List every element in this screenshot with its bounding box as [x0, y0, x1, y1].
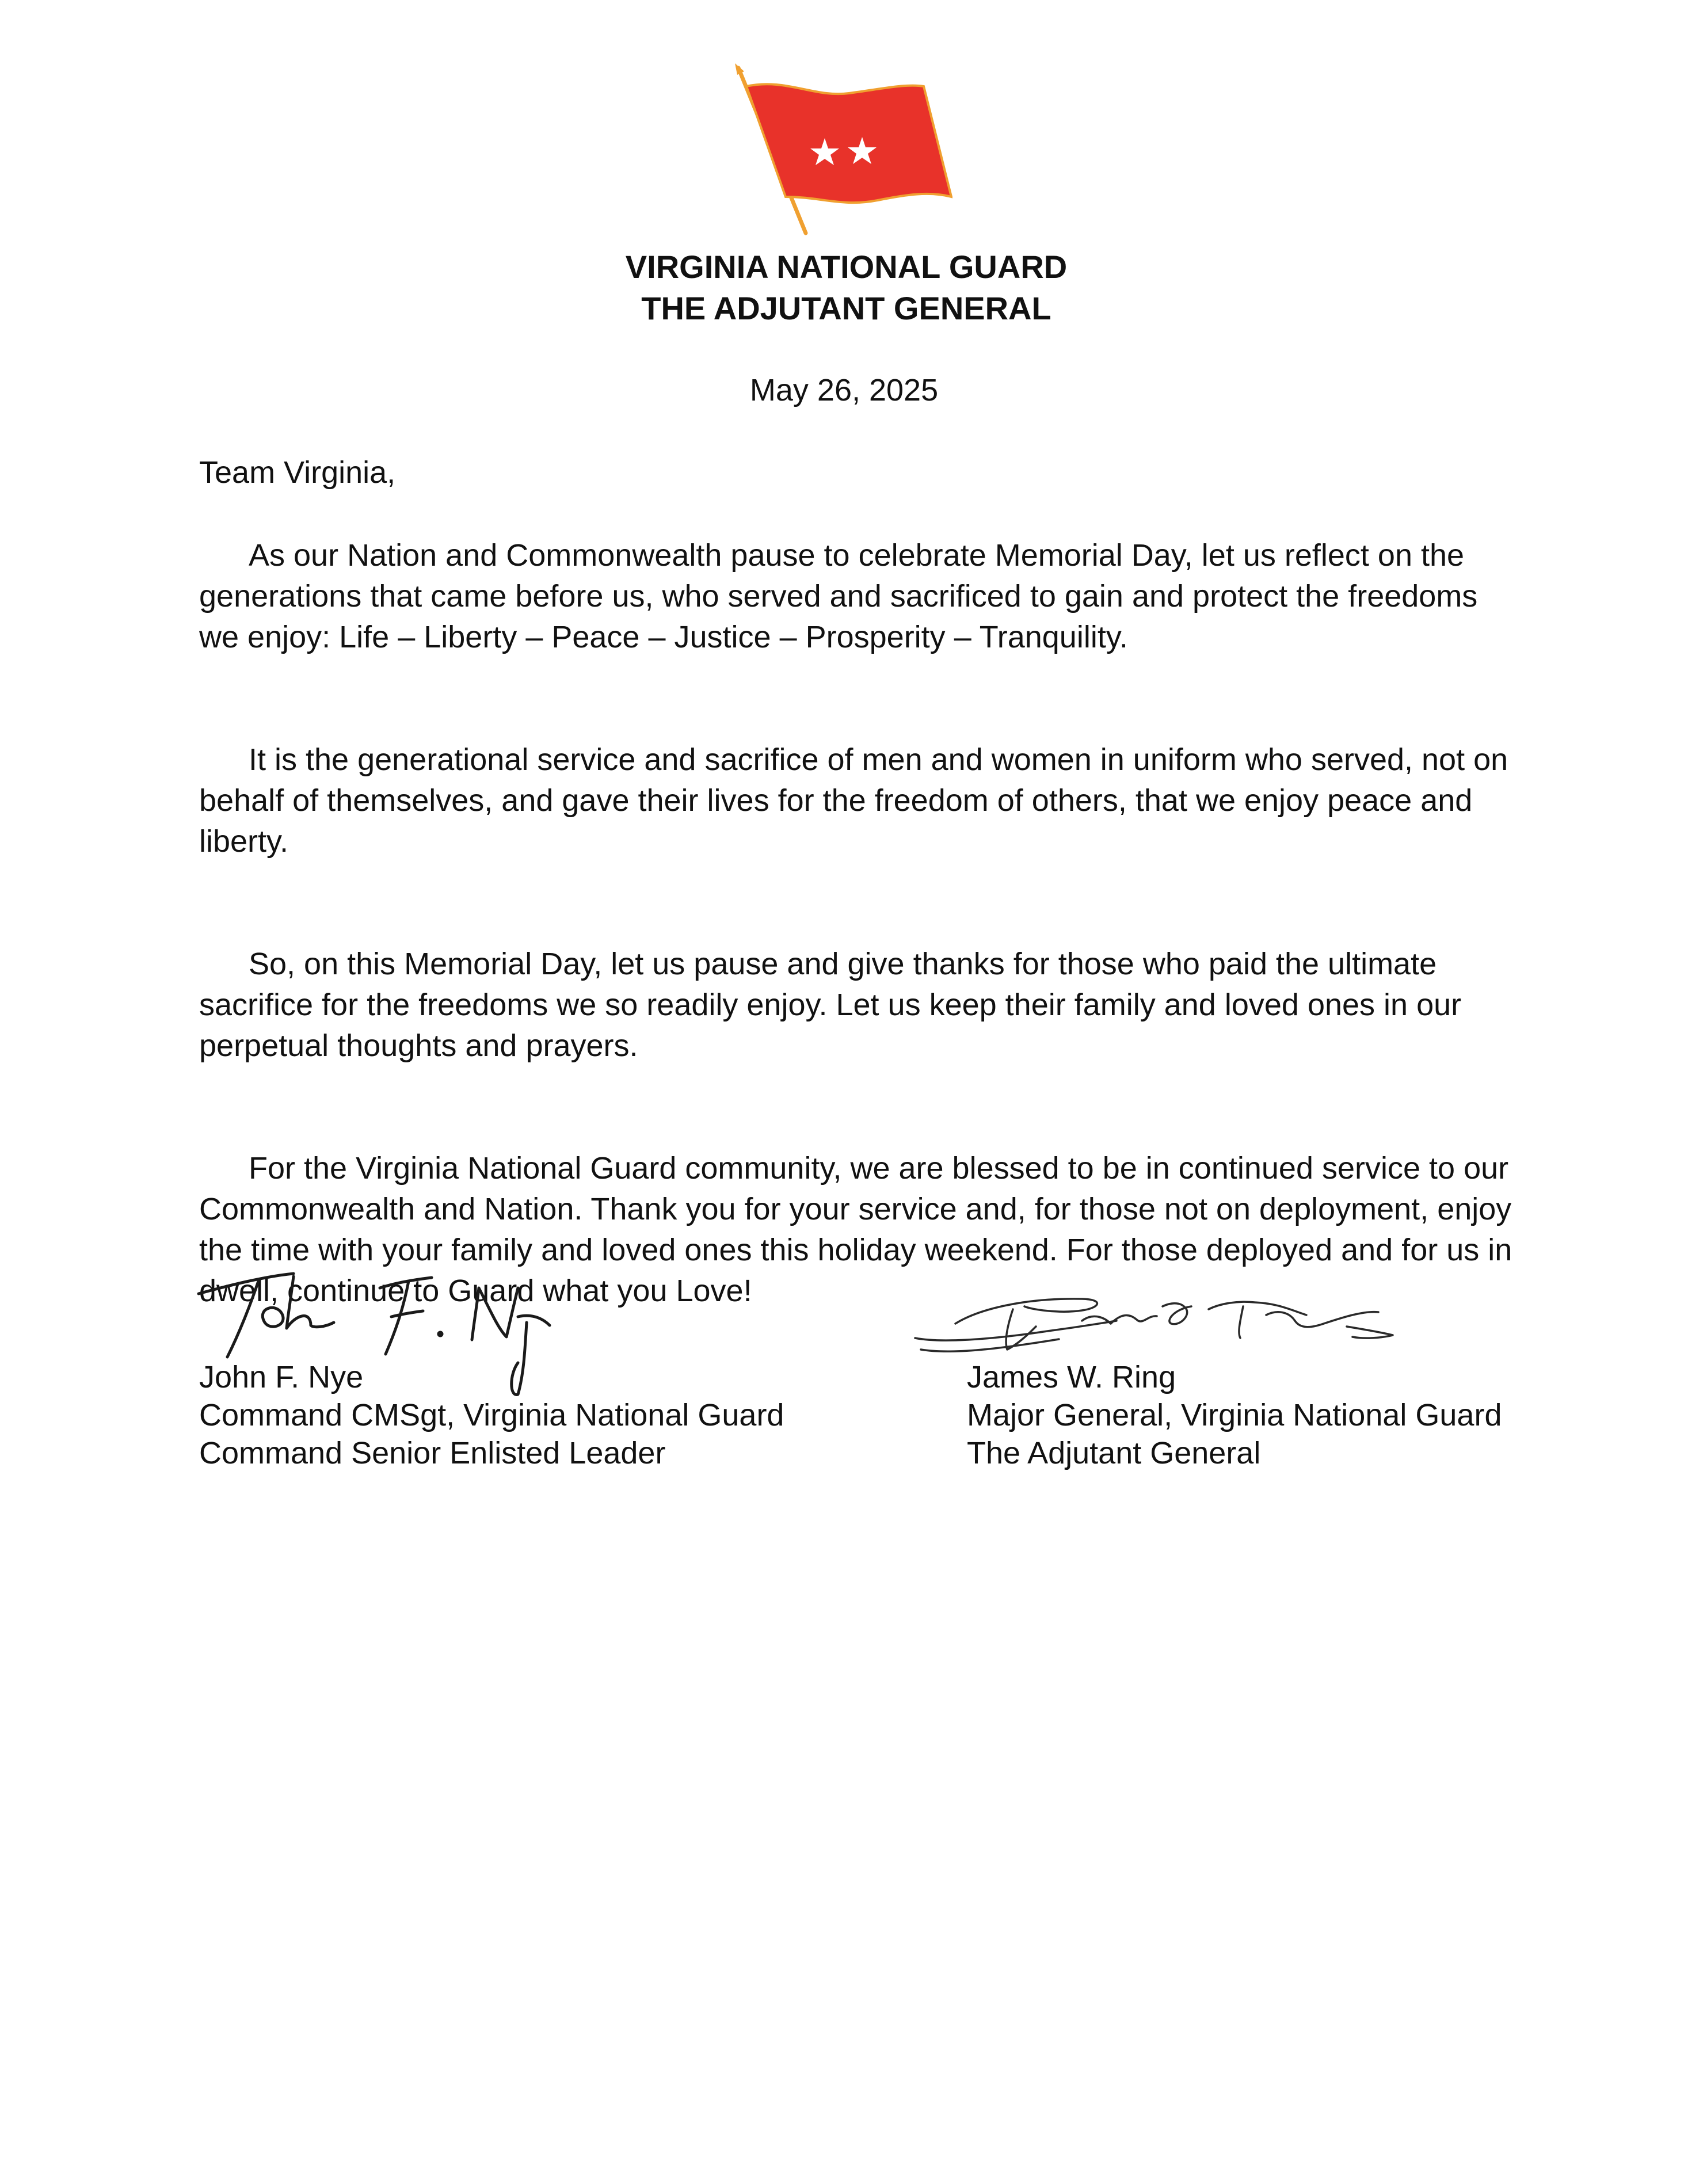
letter-date: May 26, 2025 — [749, 373, 939, 407]
signature-james-ring — [909, 1275, 1404, 1361]
signatory-left — [199, 1358, 784, 1472]
signatory-right-name: James W. Ring — [967, 1360, 1176, 1394]
paragraph-1: As our Nation and Commonwealth pause to celebrate Memorial Day, let us reflect on the generations that came before us, who served and sacrificed to gain and protect the freedoms we enjoy: Life – Liberty – Peace – Justice – Prosperity – Tranquility. — [199, 538, 1478, 654]
signatory-left-name: John F. Nye — [199, 1360, 364, 1394]
letterhead-office: THE ADJUTANT GENERAL — [641, 290, 1051, 326]
paragraph-3: So, on this Memorial Day, let us pause and give thanks for those who paid the ultimate sacrifice for the freedoms we so readily enjoy. Let us keep their family and loved ones in our perpetual thoughts and prayers. — [199, 947, 1462, 1063]
paragraph-4: For the Virginia National Guard community, we are blessed to be in continued service to our Commonwealth and Nation. Thank you for your service and, for those not on deployment, enjoy the time with your family and loved ones this holiday weekend. For those deployed and for us in dwell, continue to Guard what you Love! — [199, 1151, 1512, 1308]
letterhead-organization: VIRGINIA NATIONAL GUARD — [625, 249, 1068, 285]
signatory-right — [967, 1358, 1502, 1472]
letterhead — [0, 246, 1688, 329]
paragraph-2: It is the generational service and sacrifice of men and women in uniform who served, not on behalf of themselves, and gave their lives for the freedom of others, that we enjoy peace and liberty. — [199, 742, 1508, 859]
two-star-general-flag-icon — [734, 63, 952, 236]
salutation: Team Virginia, — [199, 455, 396, 490]
signatory-right-title: Major General, Virginia National Guard — [967, 1398, 1502, 1432]
signatory-right-role: The Adjutant General — [967, 1436, 1261, 1470]
signatory-left-role: Command Senior Enlisted Leader — [199, 1436, 666, 1470]
signatory-left-title: Command CMSgt, Virginia National Guard — [199, 1398, 784, 1432]
